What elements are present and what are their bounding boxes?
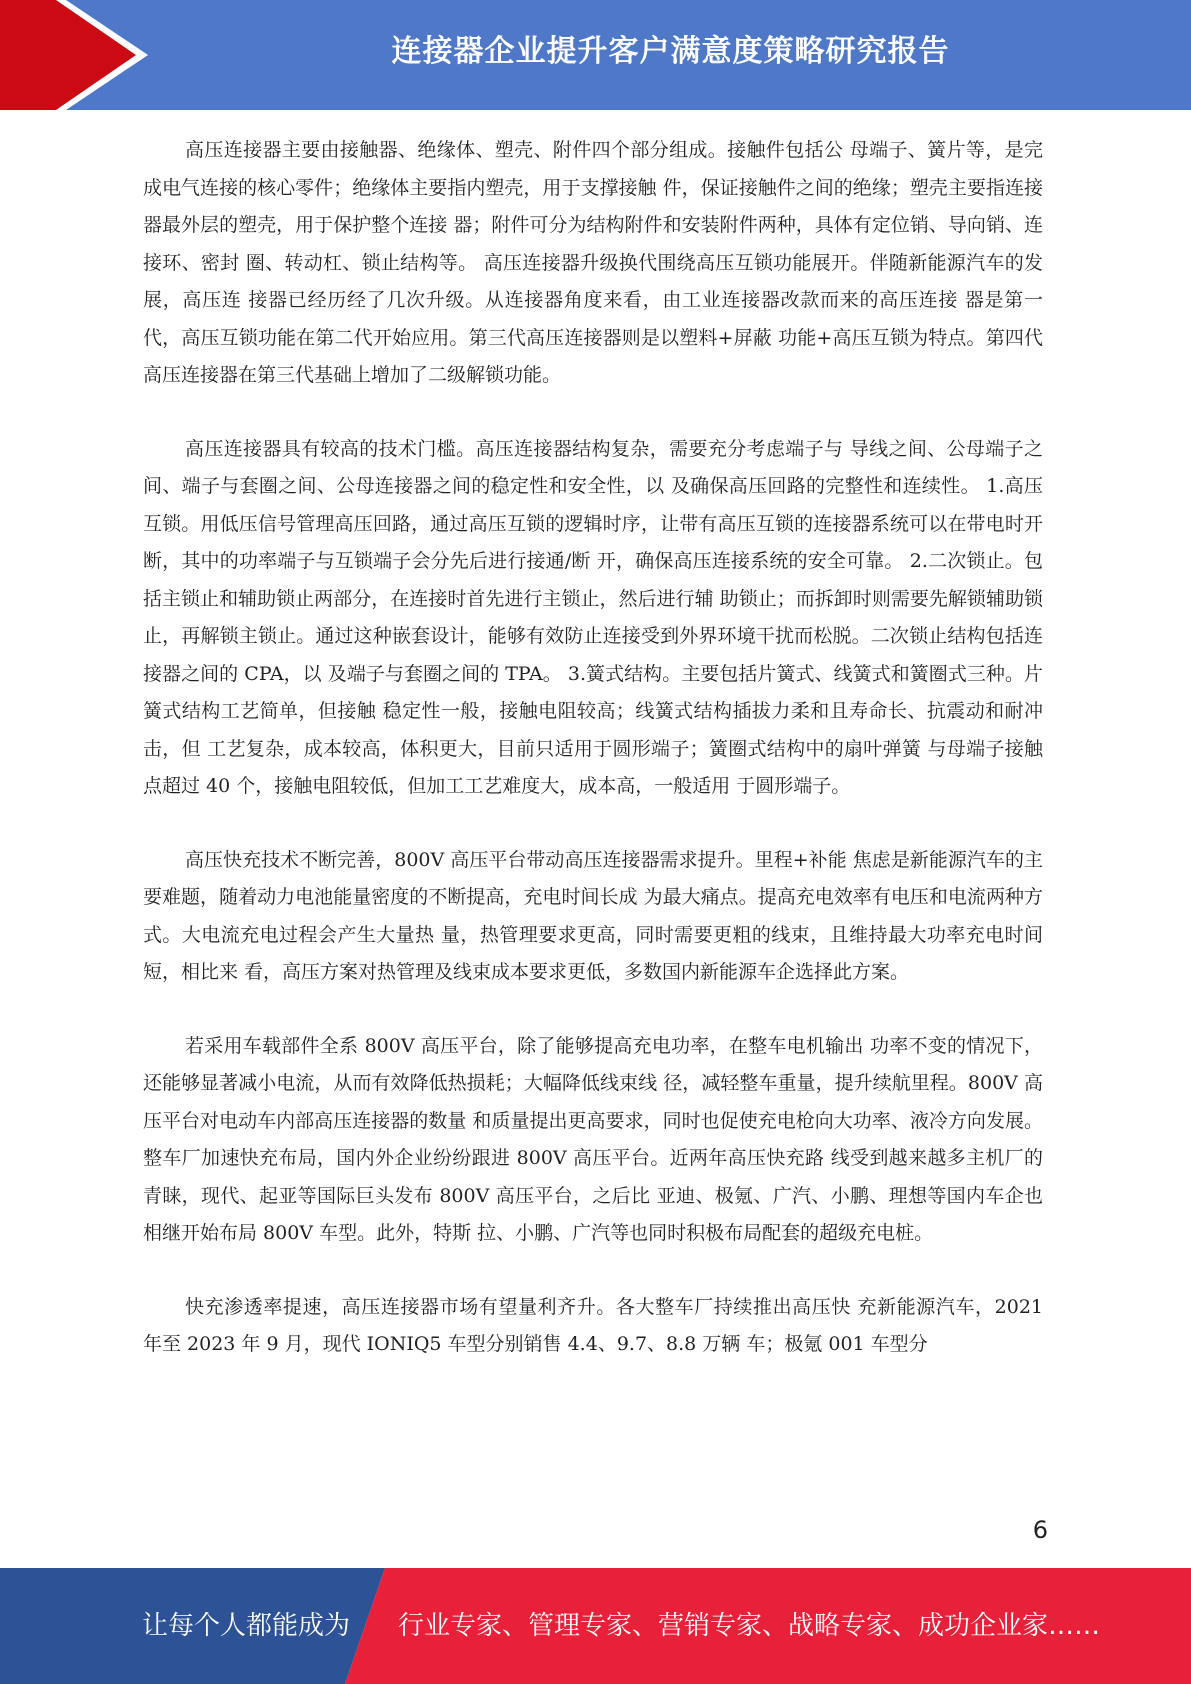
paragraph: 若采用车载部件全系 800V 高压平台，除了能够提高充电功率，在整车电机输出 功率不变的情况下，还能够显著减小电流，从而有效降低热损耗；大幅降低线束线 径，减轻整车重量，提升续航里程。800V 高压平台对电动车内部高压连接器的数量 和质量提出更高要求，同时也促使充电枪向大功率、液冷方向发展。 整车厂加速快充布局，国内外企业纷纷跟进 800V 高压平台。近两年高压快充路 线受到越来越多主机厂的青睐，现代、起亚等国际巨头发布 800V 高压平台，之后比 亚迪、极氪、广汽、小鹏、理想等国内车企也相继开始布局 800V 车型。此外，特斯 拉、小鹏、广汽等也同时积极布局配套的超级充电桩。 xyxy=(143,1034,1043,1244)
paragraph: 高压快充技术不断完善，800V 高压平台带动高压连接器需求提升。里程+补能 焦虑是新能源汽车的主要难题，随着动力电池能量密度的不断提高，充电时间长成 为最大痛点。提高充电效率有电压和电流两种方式。大电流充电过程会产生大量热 量，热管理要求更高，同时需要更粗的线束，且维持最大功率充电时间短，相比来 看，高压方案对热管理及线束成本要求更低，多数国内新能源车企选择此方案。 xyxy=(143,848,1043,983)
page-number: 6 xyxy=(1032,1516,1048,1544)
paragraph: 高压连接器主要由接触器、绝缘体、塑壳、附件四个部分组成。接触件包括公 母端子、簧片等，是完成电气连接的核心零件；绝缘体主要指内塑壳，用于支撑接触 件，保证接触件之间的绝缘；塑壳主要指连接器最外层的塑壳，用于保护整个连接 器；附件可分为结构附件和安装附件两种，具体有定位销、导向销、连接环、密封 圈、转动杠、锁止结构等。 高压连接器升级换代围绕高压互锁功能展开。伴随新能源汽车的发展，高压连 接器已经历经了几次升级。从连接器角度来看，由工业连接器改款而来的高压连接 器是第一代，高压互锁功能在第二代开始应用。第三代高压连接器则是以塑料+屏蔽 功能+高压互锁为特点。第四代高压连接器在第三代基础上增加了二级解锁功能。 xyxy=(143,139,1043,386)
paragraph: 高压连接器具有较高的技术门槛。高压连接器结构复杂，需要充分考虑端子与 导线之间、公母端子之间、端子与套圈之间、公母连接器之间的稳定性和安全性，以 及确保高压回路的完整性和连续性。 1.高压互锁。用低压信号管理高压回路，通过高压互锁的逻辑时序，让带有高压互锁的连接器系统可以在带电时开断，其中的功率端子与互锁端子会分先后进行接通/断 开，确保高压连接系统的安全可靠。 2.二次锁止。包括主锁止和辅助锁止两部分，在连接时首先进行主锁止，然后进行辅 助锁止；而拆卸时则需要先解锁辅助锁止，再解锁主锁止。通过这种嵌套设计，能够有效防止连接受到外界环境干扰而松脱。二次锁止结构包括连接器之间的 CPA，以 及端子与套圈之间的 TPA。 3.簧式结构。主要包括片簧式、线簧式和簧圈式三种。片簧式结构工艺简单，但接触 稳定性一般，接触电阻较高；线簧式结构插拔力柔和且寿命长、抗震动和耐冲击，但 工艺复杂，成本较高，体积更大，目前只适用于圆形端子；簧圈式结构中的扇叶弹簧 与母端子接触点超过 40 个，接触电阻较低，但加工工艺难度大，成本高，一般适用 于圆形端子。 xyxy=(143,437,1043,797)
footer-slogan-left: 让每个人都能成为 xyxy=(142,1611,351,1641)
main-content xyxy=(143,132,1043,1400)
paragraph: 快充渗透率提速，高压连接器市场有望量利齐升。各大整车厂持续推出高压快 充新能源汽车，2021 年至 2023 年 9 月，现代 IONIQ5 车型分别销售 4.4、9.7、8.8 万辆 车；极氪 001 车型分 xyxy=(143,1295,1043,1355)
page-footer xyxy=(0,1568,1191,1684)
document-title: 连接器企业提升客户满意度策略研究报告 xyxy=(391,34,950,69)
page-header xyxy=(0,0,1191,110)
footer-slogan-right: 行业专家、管理专家、营销专家、战略专家、成功企业家…… xyxy=(398,1611,1101,1641)
